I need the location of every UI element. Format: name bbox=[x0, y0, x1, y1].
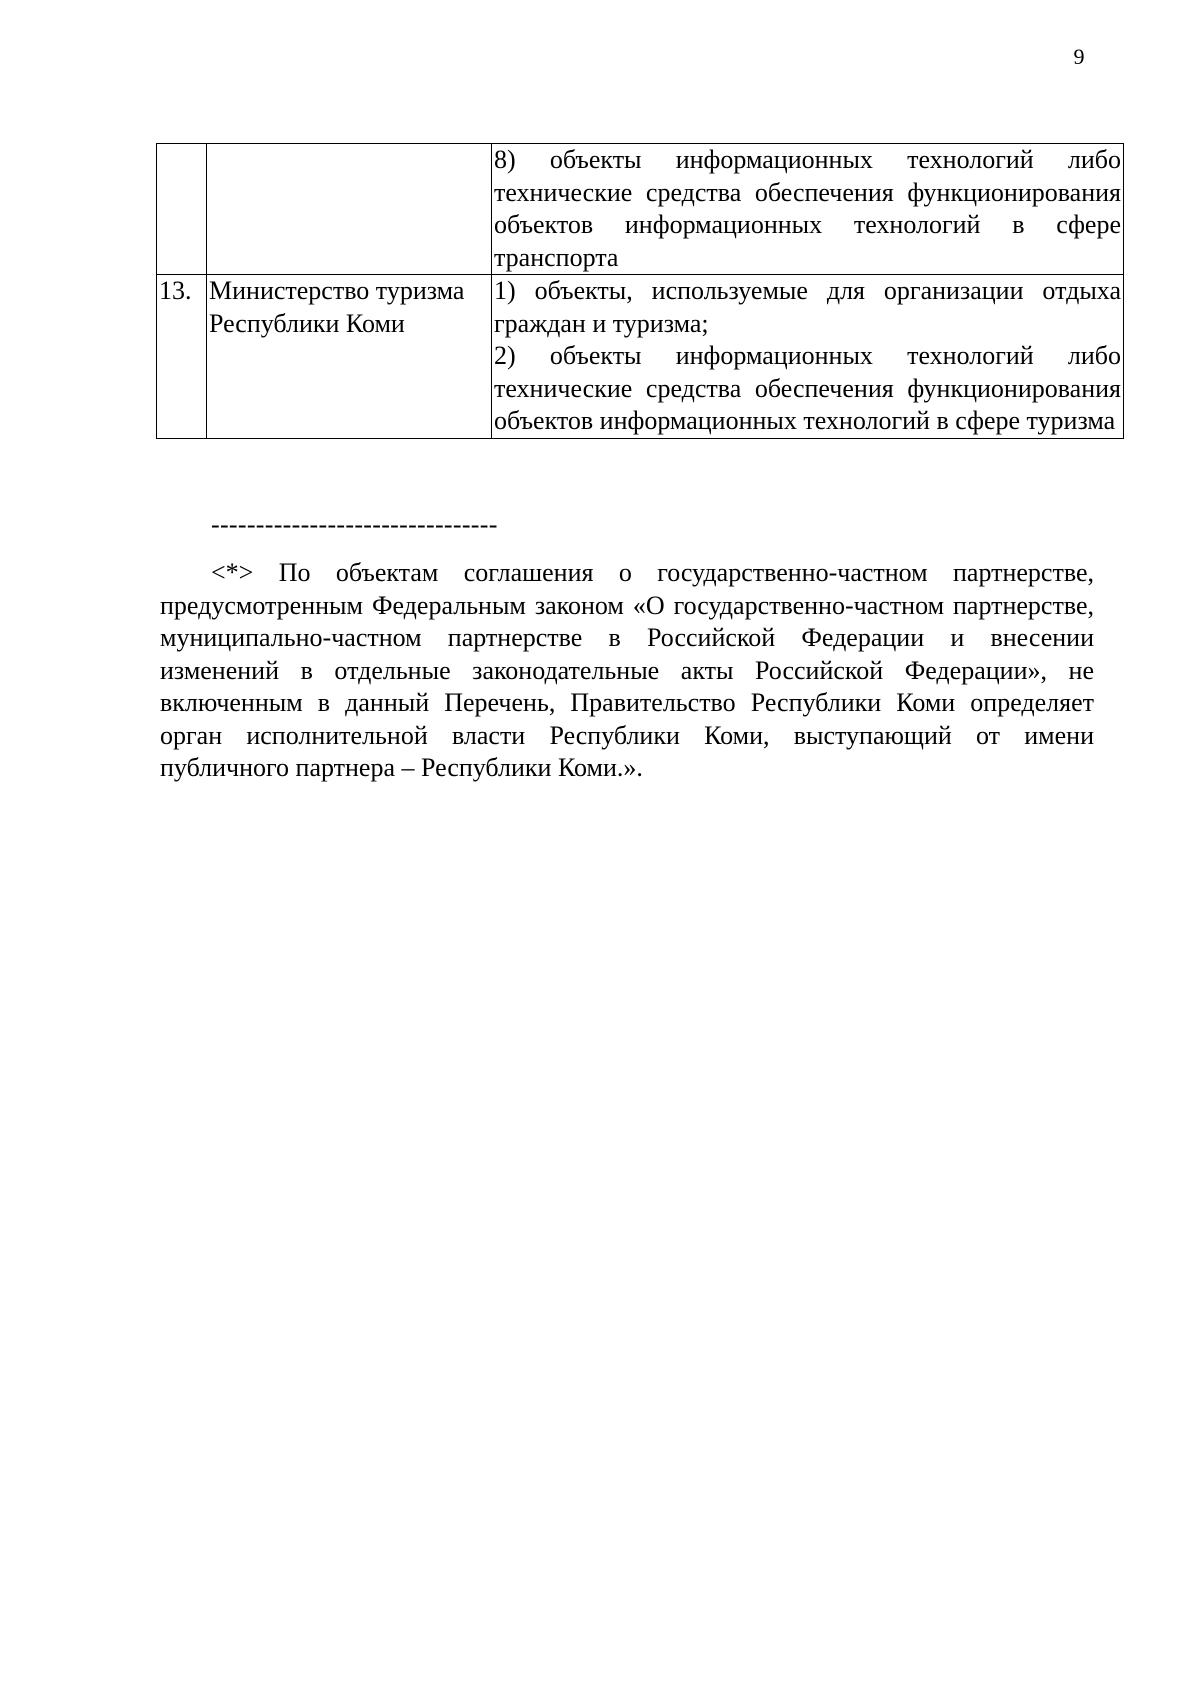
organization-name: Министерство туризма Республики Коми bbox=[207, 275, 492, 439]
footnote: <*> По объектам соглашения о государственно-частном партнерстве, предусмотренным Федеральным законом «О государственно-частном партнерстве, муниципально-частном партнерстве в Российской Федерации и внесении изменений в отдельные законодательные акты Российской Федерации», не включенным в данный Перечень, Правительство Республики Коми определяет орган исполнительной власти Республики Коми, выступающий от имени публичного партнера – Республики Коми.». bbox=[160, 558, 1094, 782]
organization-name bbox=[207, 144, 492, 275]
object-item: 1) объекты, используемые для организации отдыха граждан и туризма; bbox=[494, 276, 1121, 338]
table-row bbox=[157, 144, 1124, 275]
object-item: 2) объекты информационных технологий либо технические средства обеспечения функционирования объектов информационных технологий в сфере туризма bbox=[494, 341, 1121, 435]
object-item: 8) объекты информационных технологий либо технические средства обеспечения функционирования объектов информационных технологий в сфере транспорта bbox=[494, 145, 1121, 272]
objects-table bbox=[156, 143, 1124, 439]
footnote-separator: -------------------------------- bbox=[211, 510, 498, 539]
page-number: 9 bbox=[1073, 44, 1085, 69]
objects-list bbox=[492, 275, 1124, 439]
table-row bbox=[157, 275, 1124, 439]
row-number bbox=[157, 144, 207, 275]
row-number: 13. bbox=[157, 275, 207, 439]
objects-list bbox=[492, 144, 1124, 275]
